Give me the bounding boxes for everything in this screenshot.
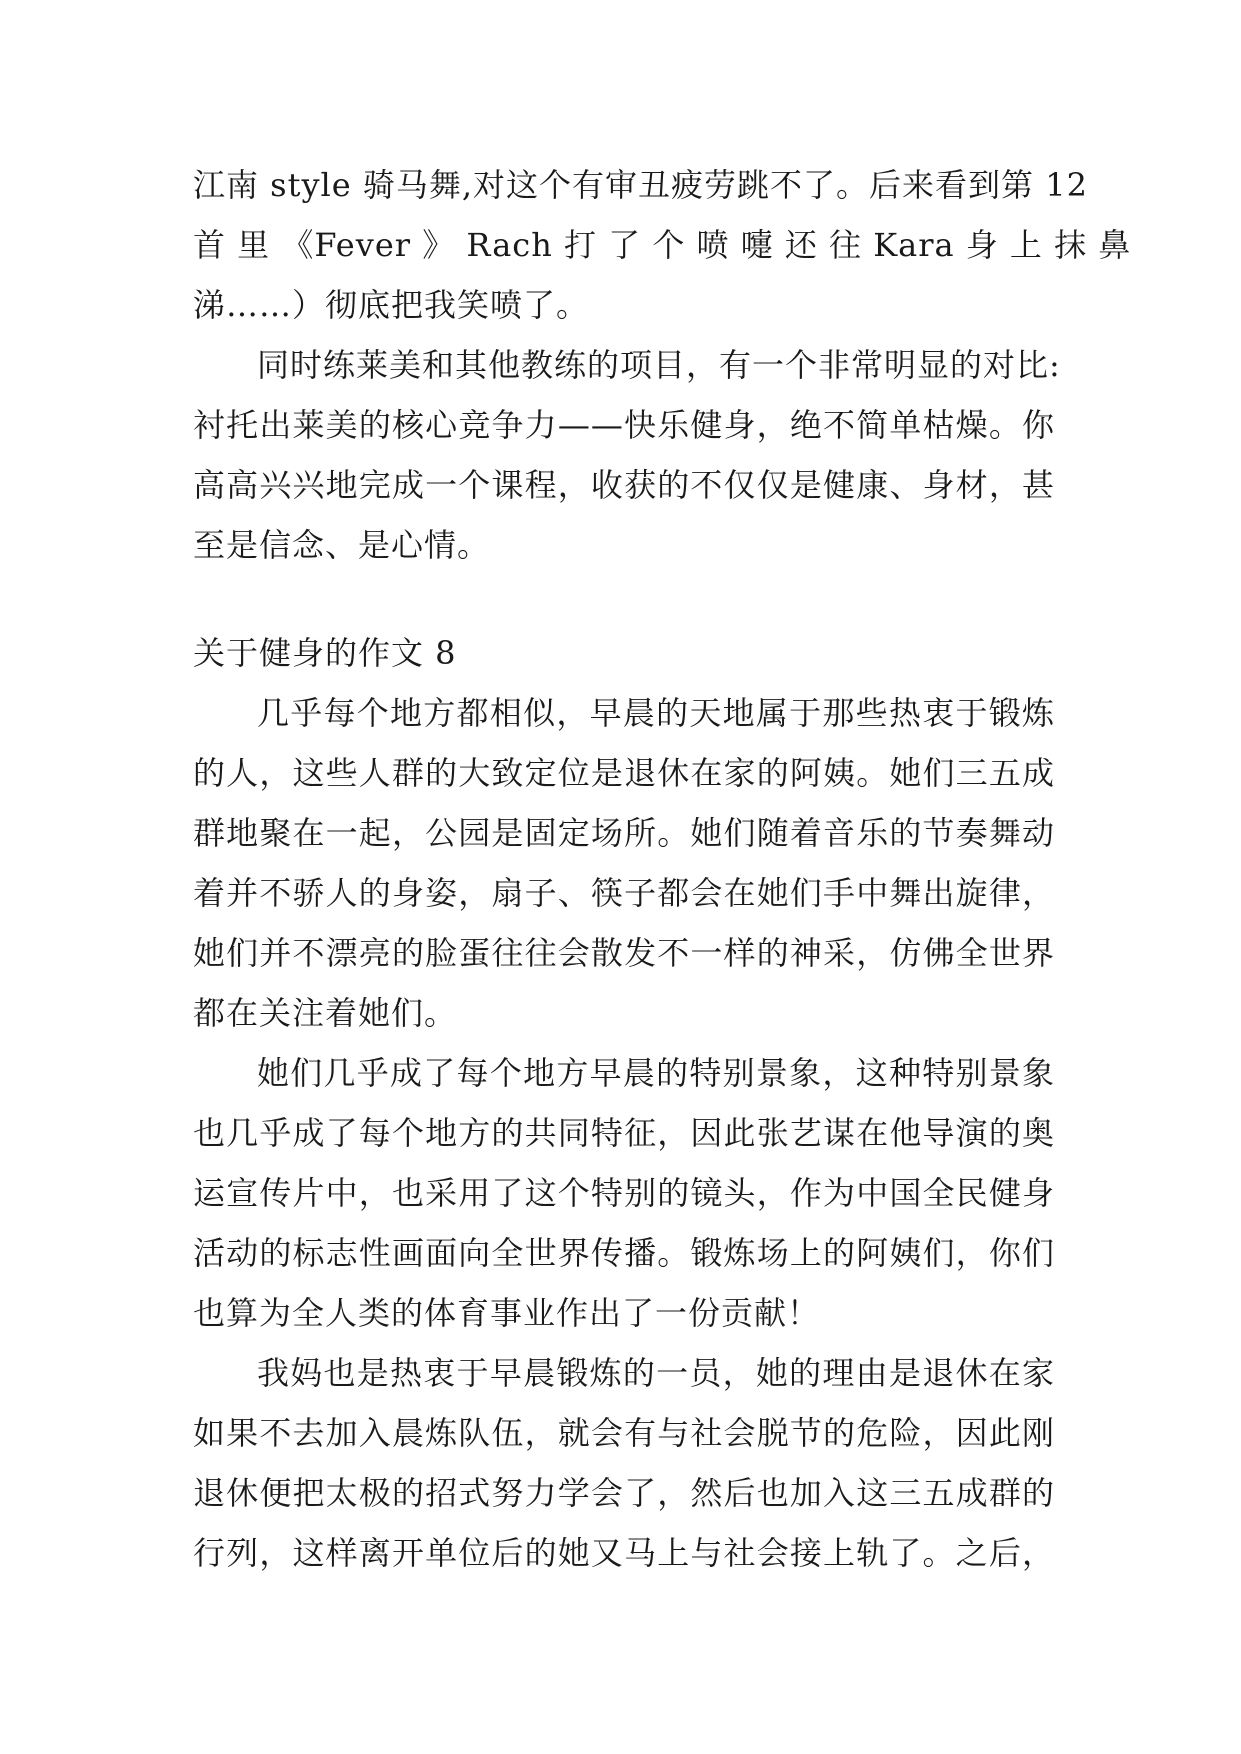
paragraph-line: 几乎每个地方都相似，早晨的天地属于那些热衷于锻炼 <box>257 694 1055 732</box>
section-heading: 关于健身的作文 8 <box>193 634 457 672</box>
paragraph-line: 她们并不漂亮的脸蛋往往会散发不一样的神采，仿佛全世界 <box>193 934 1055 972</box>
paragraph-line: 着并不骄人的身姿，扇子、筷子都会在她们手中舞出旋律， <box>193 874 1055 912</box>
paragraph-line: 涕……）彻底把我笑喷了。 <box>193 286 590 324</box>
paragraph-line: 至是信念、是心情。 <box>193 526 491 564</box>
paragraph-line: 行列，这样离开单位后的她又马上与社会接上轨了。之后， <box>193 1534 1055 1572</box>
paragraph-line: 如果不去加入晨炼队伍，就会有与社会脱节的危险，因此刚 <box>193 1414 1055 1452</box>
paragraph-line: 都在关注着她们。 <box>193 994 458 1032</box>
paragraph-line: 也算为全人类的体育事业作出了一份贡献！ <box>193 1294 821 1332</box>
paragraph-line: 同时练莱美和其他教练的项目，有一个非常明显的对比: <box>257 346 1061 384</box>
paragraph-line: 衬托出莱美的核心竞争力——快乐健身，绝不简单枯燥。你 <box>193 406 1055 444</box>
paragraph-line: 我妈也是热衷于早晨锻炼的一员，她的理由是退休在家 <box>257 1354 1055 1392</box>
paragraph-line: 群地聚在一起，公园是固定场所。她们随着音乐的节奏舞动 <box>193 814 1055 852</box>
paragraph-line: 运宣传片中，也采用了这个特别的镜头，作为中国全民健身 <box>193 1174 1055 1212</box>
paragraph-line: 江南 style 骑马舞,对这个有审丑疲劳跳不了。后来看到第 12 <box>193 166 1088 204</box>
paragraph-line: 退休便把太极的招式努力学会了，然后也加入这三五成群的 <box>193 1474 1055 1512</box>
paragraph-line: 也几乎成了每个地方的共同特征，因此张艺谋在他导演的奥 <box>193 1114 1055 1152</box>
paragraph-line: 她们几乎成了每个地方早晨的特别景象，这种特别景象 <box>257 1054 1055 1092</box>
paragraph-line: 活动的标志性画面向全世界传播。锻炼场上的阿姨们，你们 <box>193 1234 1055 1272</box>
paragraph-line: 的人，这些人群的大致定位是退休在家的阿姨。她们三五成 <box>193 754 1055 792</box>
paragraph-line: 首 里 《Fever 》 Rach 打 了 个 喷 嚏 还 往 Kara 身 上 抹 鼻 <box>193 226 1132 264</box>
paragraph-line: 高高兴兴地完成一个课程，收获的不仅仅是健康、身材，甚 <box>193 466 1055 504</box>
